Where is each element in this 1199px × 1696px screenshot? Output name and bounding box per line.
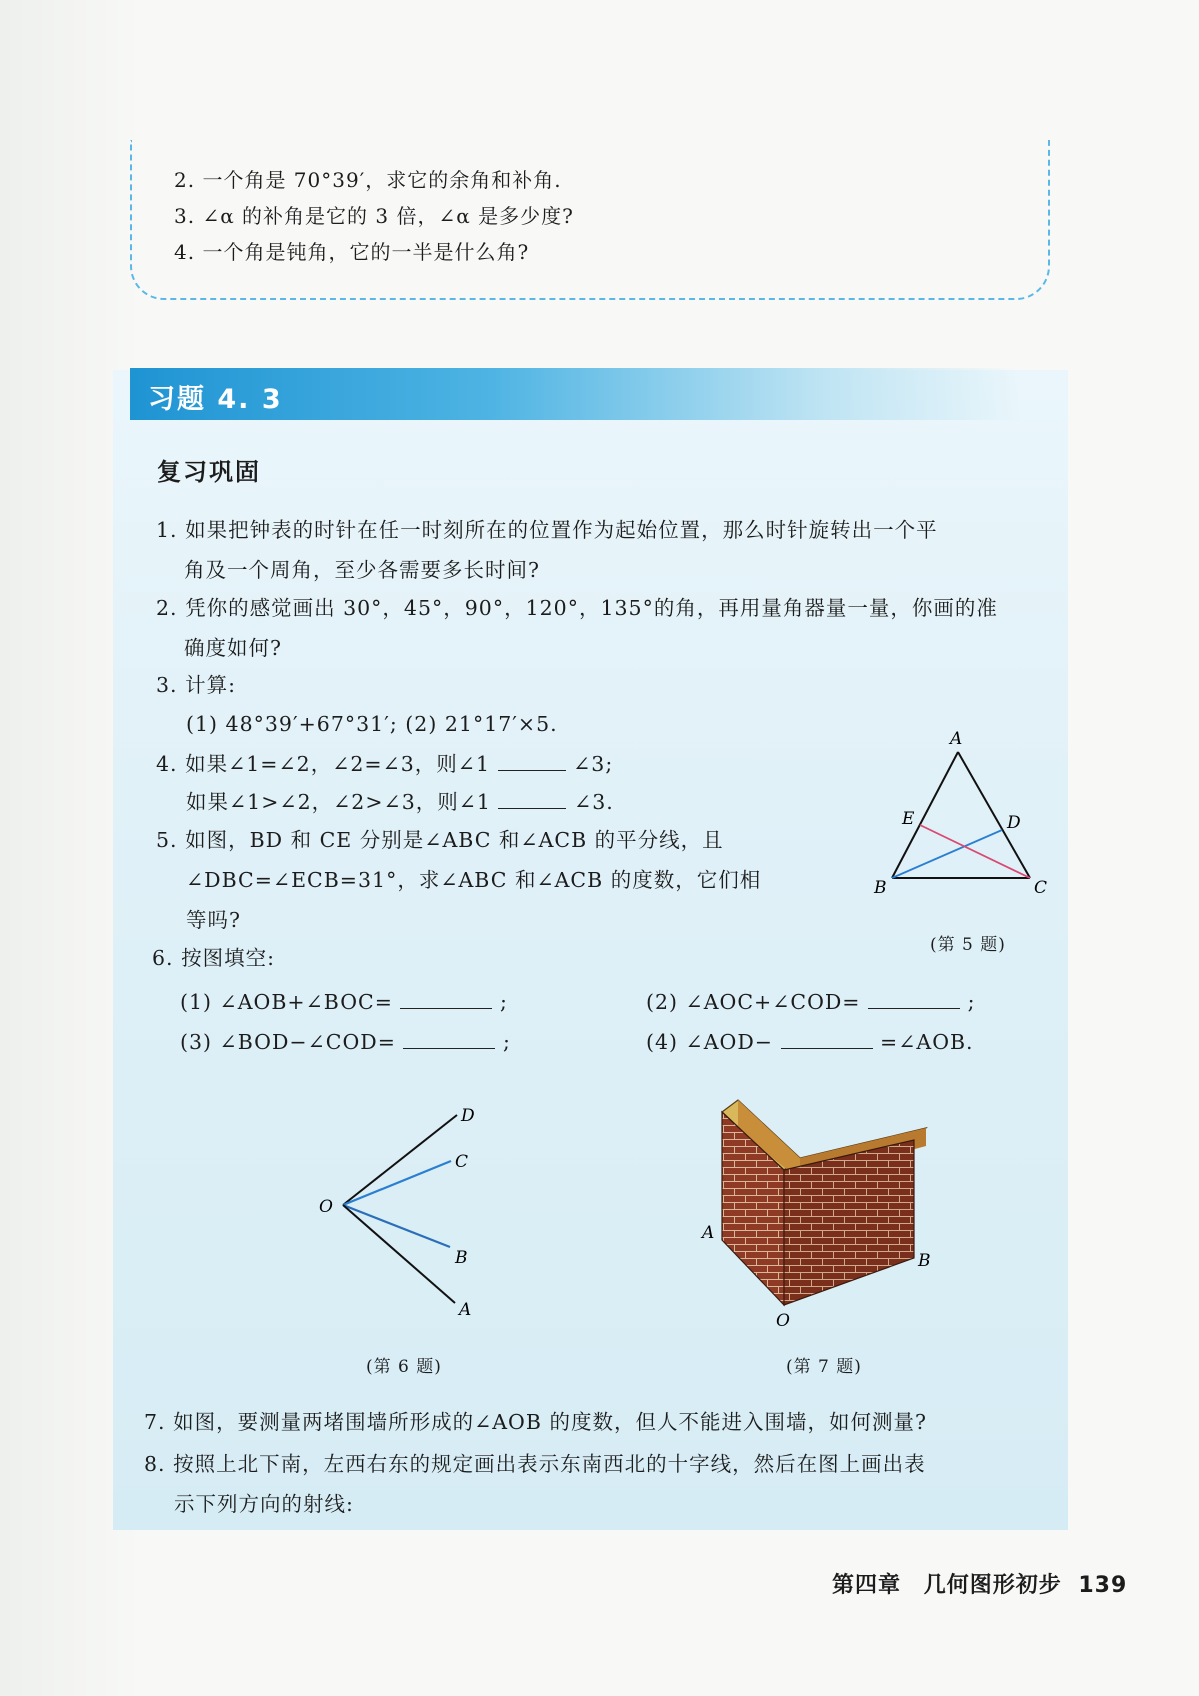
question-8-line-1: 8. 按照上北下南，左西右东的规定画出表示东南西北的十字线，然后在图上画出表 (144, 1452, 926, 1476)
label-B: B (874, 878, 887, 898)
question-6-part-1 (180, 990, 508, 1013)
question-4-line-2 (186, 790, 614, 813)
question-4-line-1 (156, 752, 613, 775)
label-D: D (1007, 813, 1021, 833)
answer-blank-4b[interactable] (498, 790, 566, 809)
label-A: A (950, 729, 963, 749)
ray-OB (343, 1205, 450, 1247)
question-6-part-2-end: ; (967, 990, 976, 1014)
question-5-line-1: 5. 如图，BD 和 CE 分别是∠ABC 和∠ACB 的平分线，且 (156, 828, 724, 852)
question-6-part-4 (646, 1030, 974, 1053)
question-3-heading: 3. 计算: (156, 673, 236, 697)
question-6-part-1-text: (1) ∠AOB+∠BOC= (180, 990, 393, 1014)
banner-title: 习题 4. 3 (148, 384, 283, 415)
ray-OD (343, 1115, 457, 1205)
footer-chapter: 第四章 (832, 1573, 902, 1598)
question-1-line-1: 1. 如果把钟表的时针在任一时刻所在的位置作为起始位置，那么时针旋转出一个平 (156, 518, 938, 542)
page-number: 139 (1078, 1573, 1128, 1598)
figure-7-caption: (第 7 题) (786, 1357, 862, 1377)
question-6-part-4-text: (4) ∠AOD− (646, 1030, 773, 1054)
practice-box (130, 140, 1050, 300)
question-4-line-1-text: 4. 如果∠1=∠2，∠2=∠3，则∠1 (156, 752, 491, 776)
label-A: A (702, 1223, 715, 1243)
question-6-part-3 (180, 1030, 511, 1053)
answer-blank-6-4[interactable] (781, 1030, 873, 1049)
label-C: C (455, 1152, 469, 1172)
label-O: O (776, 1311, 790, 1330)
figure-5-triangle (860, 728, 1070, 918)
question-5-line-3: 等吗? (186, 908, 241, 932)
practice-item-4: 4. 一个角是钝角，它的一半是什么角? (174, 240, 530, 264)
question-1-line-2: 角及一个周角，至少各需要多长时间? (184, 558, 540, 582)
ray-OA (343, 1205, 455, 1303)
label-C: C (1034, 878, 1048, 898)
label-B: B (918, 1251, 931, 1271)
question-6-part-4-end: =∠AOB. (880, 1030, 974, 1054)
ray-OC (343, 1161, 451, 1205)
section-subheading: 复习巩固 (157, 458, 261, 486)
question-2-line-1: 2. 凭你的感觉画出 30°，45°，90°，120°，135°的角，再用量角器量一量，你画的准 (156, 596, 998, 620)
question-4-line-2-end: ∠3. (574, 790, 614, 814)
practice-item-2: 2. 一个角是 70°39′，求它的余角和补角. (174, 168, 562, 192)
footer-chapter-title: 几何图形初步 (923, 1573, 1062, 1598)
question-6-heading: 6. 按图填空: (152, 946, 275, 970)
answer-blank-6-1[interactable] (400, 990, 492, 1009)
question-2-line-2: 确度如何? (184, 636, 282, 660)
answer-blank-6-3[interactable] (403, 1030, 495, 1049)
question-8-line-2: 示下列方向的射线: (174, 1492, 354, 1516)
page-footer (832, 1568, 1127, 1599)
label-A: A (459, 1300, 472, 1320)
label-O: O (319, 1197, 333, 1217)
label-B: B (455, 1248, 468, 1268)
question-6-part-2-text: (2) ∠AOC+∠COD= (646, 990, 861, 1014)
label-D: D (461, 1106, 475, 1126)
question-3-parts: (1) 48°39′+67°31′; (2) 21°17′×5. (186, 712, 558, 736)
answer-blank-4a[interactable] (498, 752, 566, 771)
practice-item-3: 3. ∠α 的补角是它的 3 倍，∠α 是多少度? (174, 204, 574, 228)
label-E: E (902, 809, 915, 829)
question-4-line-2-text: 如果∠1>∠2，∠2>∠3，则∠1 (186, 790, 491, 814)
question-6-part-3-end: ; (502, 1030, 511, 1054)
figure-6-caption: (第 6 题) (366, 1357, 442, 1377)
question-5-line-2: ∠DBC=∠ECB=31°，求∠ABC 和∠ACB 的度数，它们相 (186, 868, 762, 892)
figure-6-rays (305, 1095, 525, 1325)
exercise-banner (130, 368, 1020, 420)
question-7: 7. 如图，要测量两堵围墙所形成的∠AOB 的度数，但人不能进入围墙，如何测量? (144, 1410, 927, 1434)
figure-7-brick-walls (690, 1090, 970, 1330)
question-4-line-1-end: ∠3; (573, 752, 614, 776)
question-6-part-2 (646, 990, 975, 1013)
question-6-part-1-end: ; (499, 990, 508, 1014)
question-6-part-3-text: (3) ∠BOD−∠COD= (180, 1030, 396, 1054)
answer-blank-6-2[interactable] (868, 990, 960, 1009)
figure-5-caption: (第 5 题) (930, 935, 1006, 955)
